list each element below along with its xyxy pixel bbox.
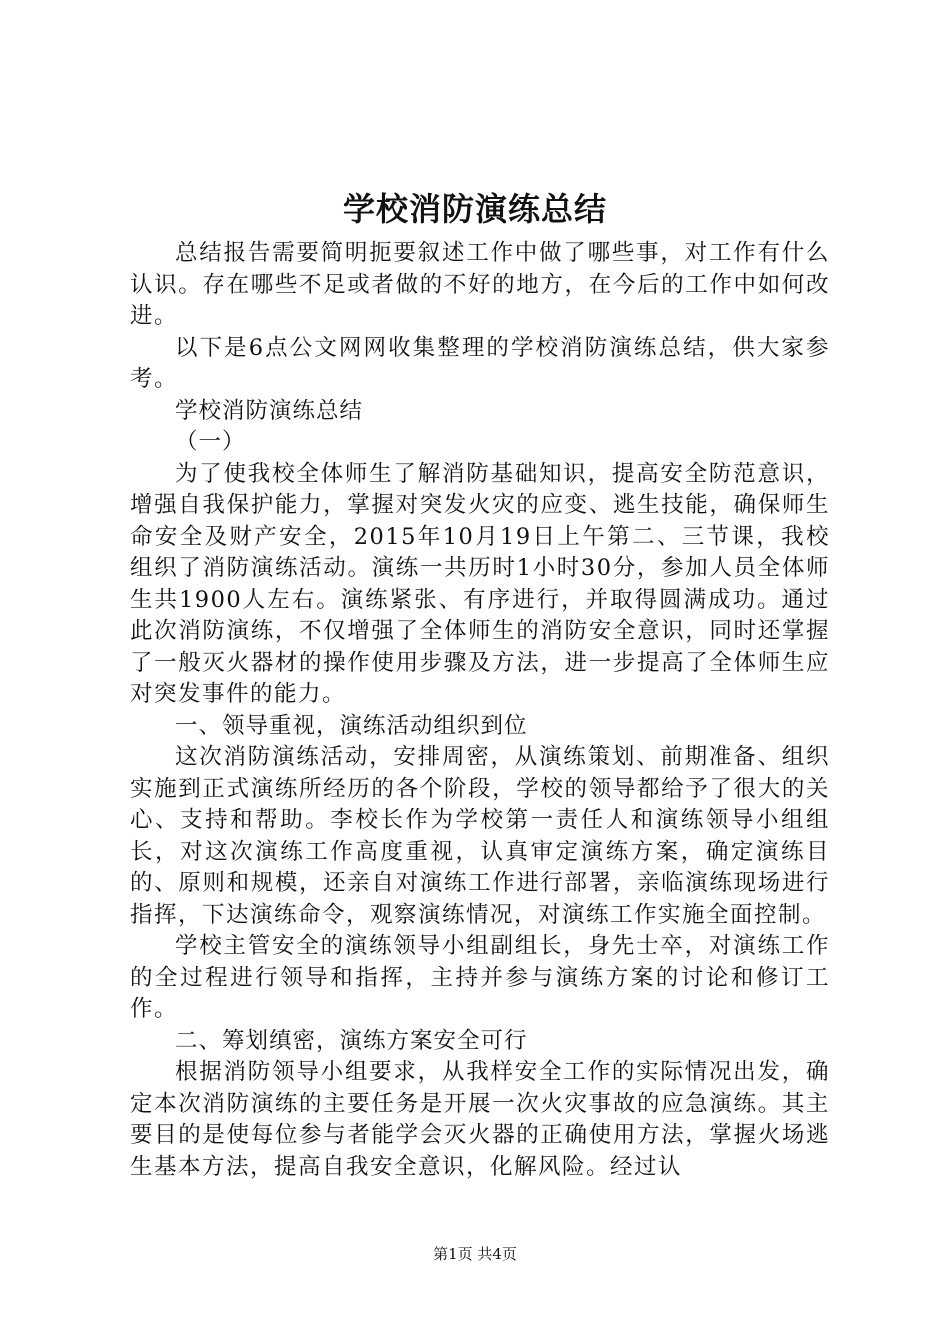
section-heading: （一） xyxy=(175,429,246,455)
paragraph: 学校主管安全的演练领导小组副组长，身先士卒，对演练工作的全过程进行领导和指挥，主持并参与演练方案的讨论和修订工作。 xyxy=(130,933,830,1022)
paragraph: 以下是6点公文网网收集整理的学校消防演练总结，供大家参考。 xyxy=(130,334,830,392)
paragraph: 总结报告需要简明扼要叙述工作中做了哪些事，对工作有什么认识。存在哪些不足或者做的不好的地方，在今后的工作中如何改进。 xyxy=(130,240,830,329)
page-footer: 第1页 共4页 xyxy=(433,1245,517,1263)
document-title: 学校消防演练总结 xyxy=(342,190,607,228)
paragraph: 根据消防领导小组要求，从我样安全工作的实际情况出发，确定本次消防演练的主要任务是开展一次火灾事故的应急演练。其主要目的是使每位参与者能学会灭火器的正确使用方法，掌握火场逃生基本方法，提高自我安全意识，化解风险。经过认 xyxy=(130,1059,830,1180)
paragraph: 这次消防演练活动，安排周密，从演练策划、前期准备、组织实施到正式演练所经历的各个阶段，学校的领导都给予了很大的关心、支持和帮助。李校长作为学校第一责任人和演练领导小组组长，对这次演练工作高度重视，认真审定演练方案，确定演练目的、原则和规模，还亲自对演练工作进行部署，亲临演练现场进行指挥，下达演练命令，观察演练情况，对演练工作实施全面控制。 xyxy=(130,744,830,928)
document-body xyxy=(130,238,830,1183)
section-heading: 二、筹划缜密，演练方案安全可行 xyxy=(175,1027,528,1054)
section-heading: 学校消防演练总结 xyxy=(175,397,364,424)
paragraph: 为了使我校全体师生了解消防基础知识，提高安全防范意识，增强自我保护能力，掌握对突发火灾的应变、逃生技能，确保师生命安全及财产安全，2015年10月19日上午第二、三节课，我校组织了消防演练活动。演练一共历时1小时30分，参加人员全体师生共1900人左右。演练紧张、有序进行，并取得圆满成功。通过此次消防演练，不仅增强了全体师生的消防安全意识，同时还掌握了一般灭火器材的操作使用步骤及方法，进一步提高了全体师生应对突发事件的能力。 xyxy=(130,460,830,707)
section-heading: 一、领导重视，演练活动组织到位 xyxy=(175,712,528,739)
